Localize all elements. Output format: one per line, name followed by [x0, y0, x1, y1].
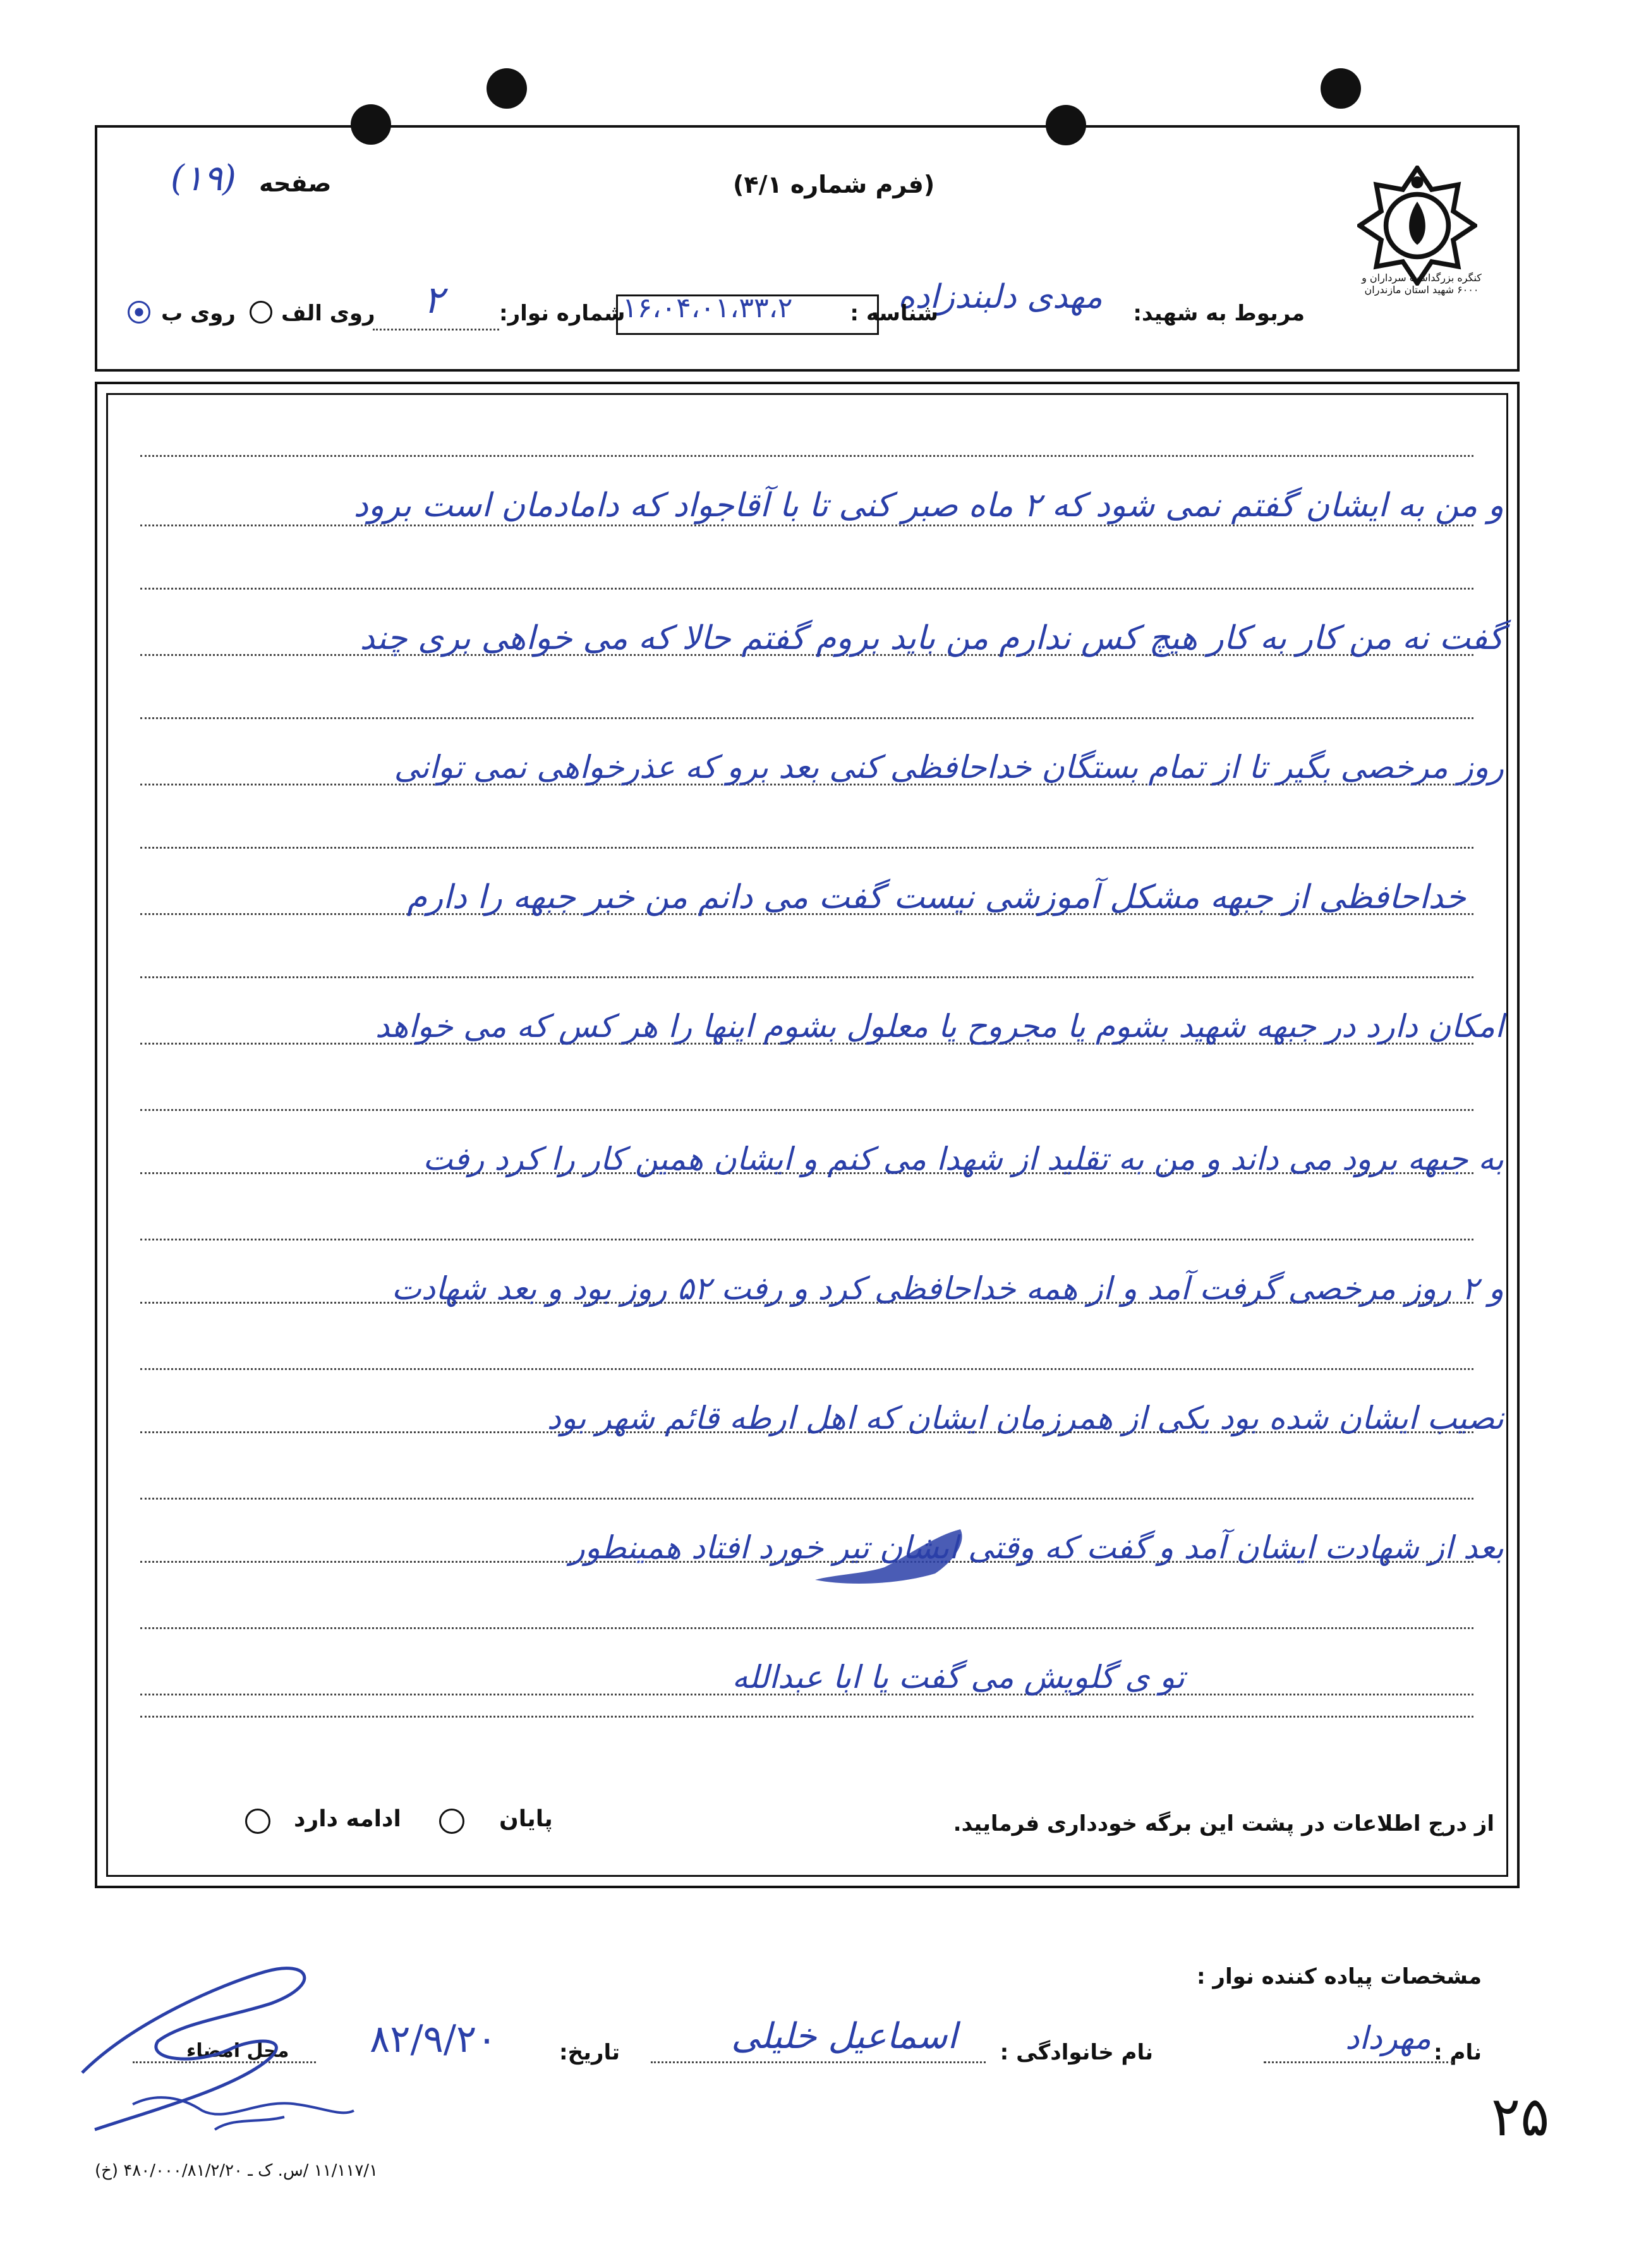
ruled-line — [140, 525, 1473, 526]
martyr-name: مهدی دلبندزاده — [898, 278, 1103, 316]
ruled-line — [140, 455, 1473, 457]
tape-number-value: ۲ — [423, 278, 444, 322]
side-a-label: روی الف — [281, 301, 375, 326]
transcriber-title: مشخصات پیاده کننده نوار : — [1196, 1964, 1482, 1989]
side-b-label: روی ب — [161, 301, 236, 326]
ruled-line — [140, 1109, 1473, 1111]
family-line — [651, 2061, 986, 2063]
end-label: پایان — [499, 1806, 553, 1832]
tape-number-line — [373, 329, 499, 330]
related-to-martyr-label: مربوط به شهید: — [1133, 301, 1305, 326]
transcript-line: بعد از شهادت ایشان آمد و گفت که وقتی ایشان تیر خورد افتاد همینطور — [569, 1529, 1504, 1566]
signature-image — [57, 1946, 411, 2142]
ruled-line — [140, 976, 1473, 978]
transcript-line: روز مرخصی بگیر تا از تمام بستگان خداحافظی کنی بعد برو که عذرخواهی نمی توانی — [394, 749, 1504, 785]
handwritten-page-number: ۲۵ — [1491, 2085, 1550, 2149]
transcript-line: نصیب ایشان شده بود یکی از همرزمان ایشان که اهل ارطه قائم شهر بود — [547, 1400, 1504, 1436]
ink-scribble — [809, 1517, 973, 1592]
ruled-line — [140, 717, 1473, 719]
side-a-radio[interactable] — [250, 301, 272, 324]
date-value: ۸۲/۹/۲۰ — [370, 2017, 497, 2061]
id-label: شناسه : — [850, 301, 938, 326]
tape-number-label: شماره نوار: — [499, 301, 626, 326]
organization-name: کنگره بزرگداشت سرداران و ۶۰۰۰ شهید استان مازندران — [1362, 272, 1482, 296]
transcript-line: و من به ایشان گفتم نمی شود که ۲ ماه صبر کنی تا با آقاجواد که دامادمان است برود — [353, 487, 1504, 525]
page-number: (۱۹) — [171, 158, 236, 199]
transcript-line: گفت نه من کار به کار هیچ کس ندارم من باید بروم گفتم حالا که می خواهی بری چند — [360, 619, 1504, 657]
ruled-line — [140, 588, 1473, 590]
ruled-line — [140, 1368, 1473, 1370]
side-b-radio[interactable] — [128, 301, 150, 324]
signature-label: محل امضاء — [186, 2040, 289, 2062]
transcript-line: خداحافظی از جبهه مشکل آموزشی نیست گفت می دانم من خبر جبهه را دارم — [406, 878, 1466, 916]
date-label: تاریخ: — [559, 2040, 620, 2065]
name-label: نام : — [1434, 2040, 1482, 2065]
transcript-line: تو ی گلویش می گفت یا ابا عبدالله — [732, 1659, 1185, 1695]
form-title: (فرم شماره ۴/۱) — [733, 171, 935, 198]
ruled-line — [140, 1239, 1473, 1240]
punch-hole — [487, 68, 527, 109]
organization-logo-icon — [1357, 166, 1477, 286]
name-line — [1264, 2061, 1453, 2063]
transcript-line: به جبهه برود می داند و من به تقلید از شهدا می کنم و ایشان همین کار را کرد رفت — [423, 1141, 1504, 1177]
ruled-line — [140, 1498, 1473, 1500]
ruled-line — [140, 1716, 1473, 1718]
continue-radio[interactable] — [245, 1809, 270, 1834]
body-inner-frame — [106, 393, 1508, 1877]
ruled-line — [140, 1627, 1473, 1629]
continue-label: ادامه دارد — [294, 1806, 401, 1832]
transcript-line: امکان دارد در جبهه شهید بشوم یا مجروح یا معلول بشوم اینها را هر کس که می خواهد — [375, 1008, 1504, 1045]
family-label: نام خانوادگی : — [1000, 2040, 1153, 2065]
punch-hole — [1321, 68, 1361, 109]
end-radio[interactable] — [439, 1809, 464, 1834]
family-value: اسماعیل خلیلی — [731, 2016, 957, 2057]
page-label: صفحه — [259, 169, 332, 197]
form-code: ۱۱/۱۱۷/۱ /س. ک ـ ۴۸۰/۰۰۰/۸۱/۲/۲۰ (خ) — [95, 2161, 378, 2180]
id-value: ۱۶،۰۴،۰۱،۳۳،۲ — [622, 292, 793, 324]
back-side-notice: از درج اطلاعات در پشت این برگه خودداری فرمایید. — [953, 1811, 1494, 1836]
transcript-line: و ۲ روز مرخصی گرفت آمد و از همه خداحافظی کرد و رفت ۵۲ روز بود و بعد شهادت — [391, 1270, 1504, 1307]
name-value: مهرداد — [1345, 2020, 1431, 2056]
ruled-line — [140, 847, 1473, 849]
